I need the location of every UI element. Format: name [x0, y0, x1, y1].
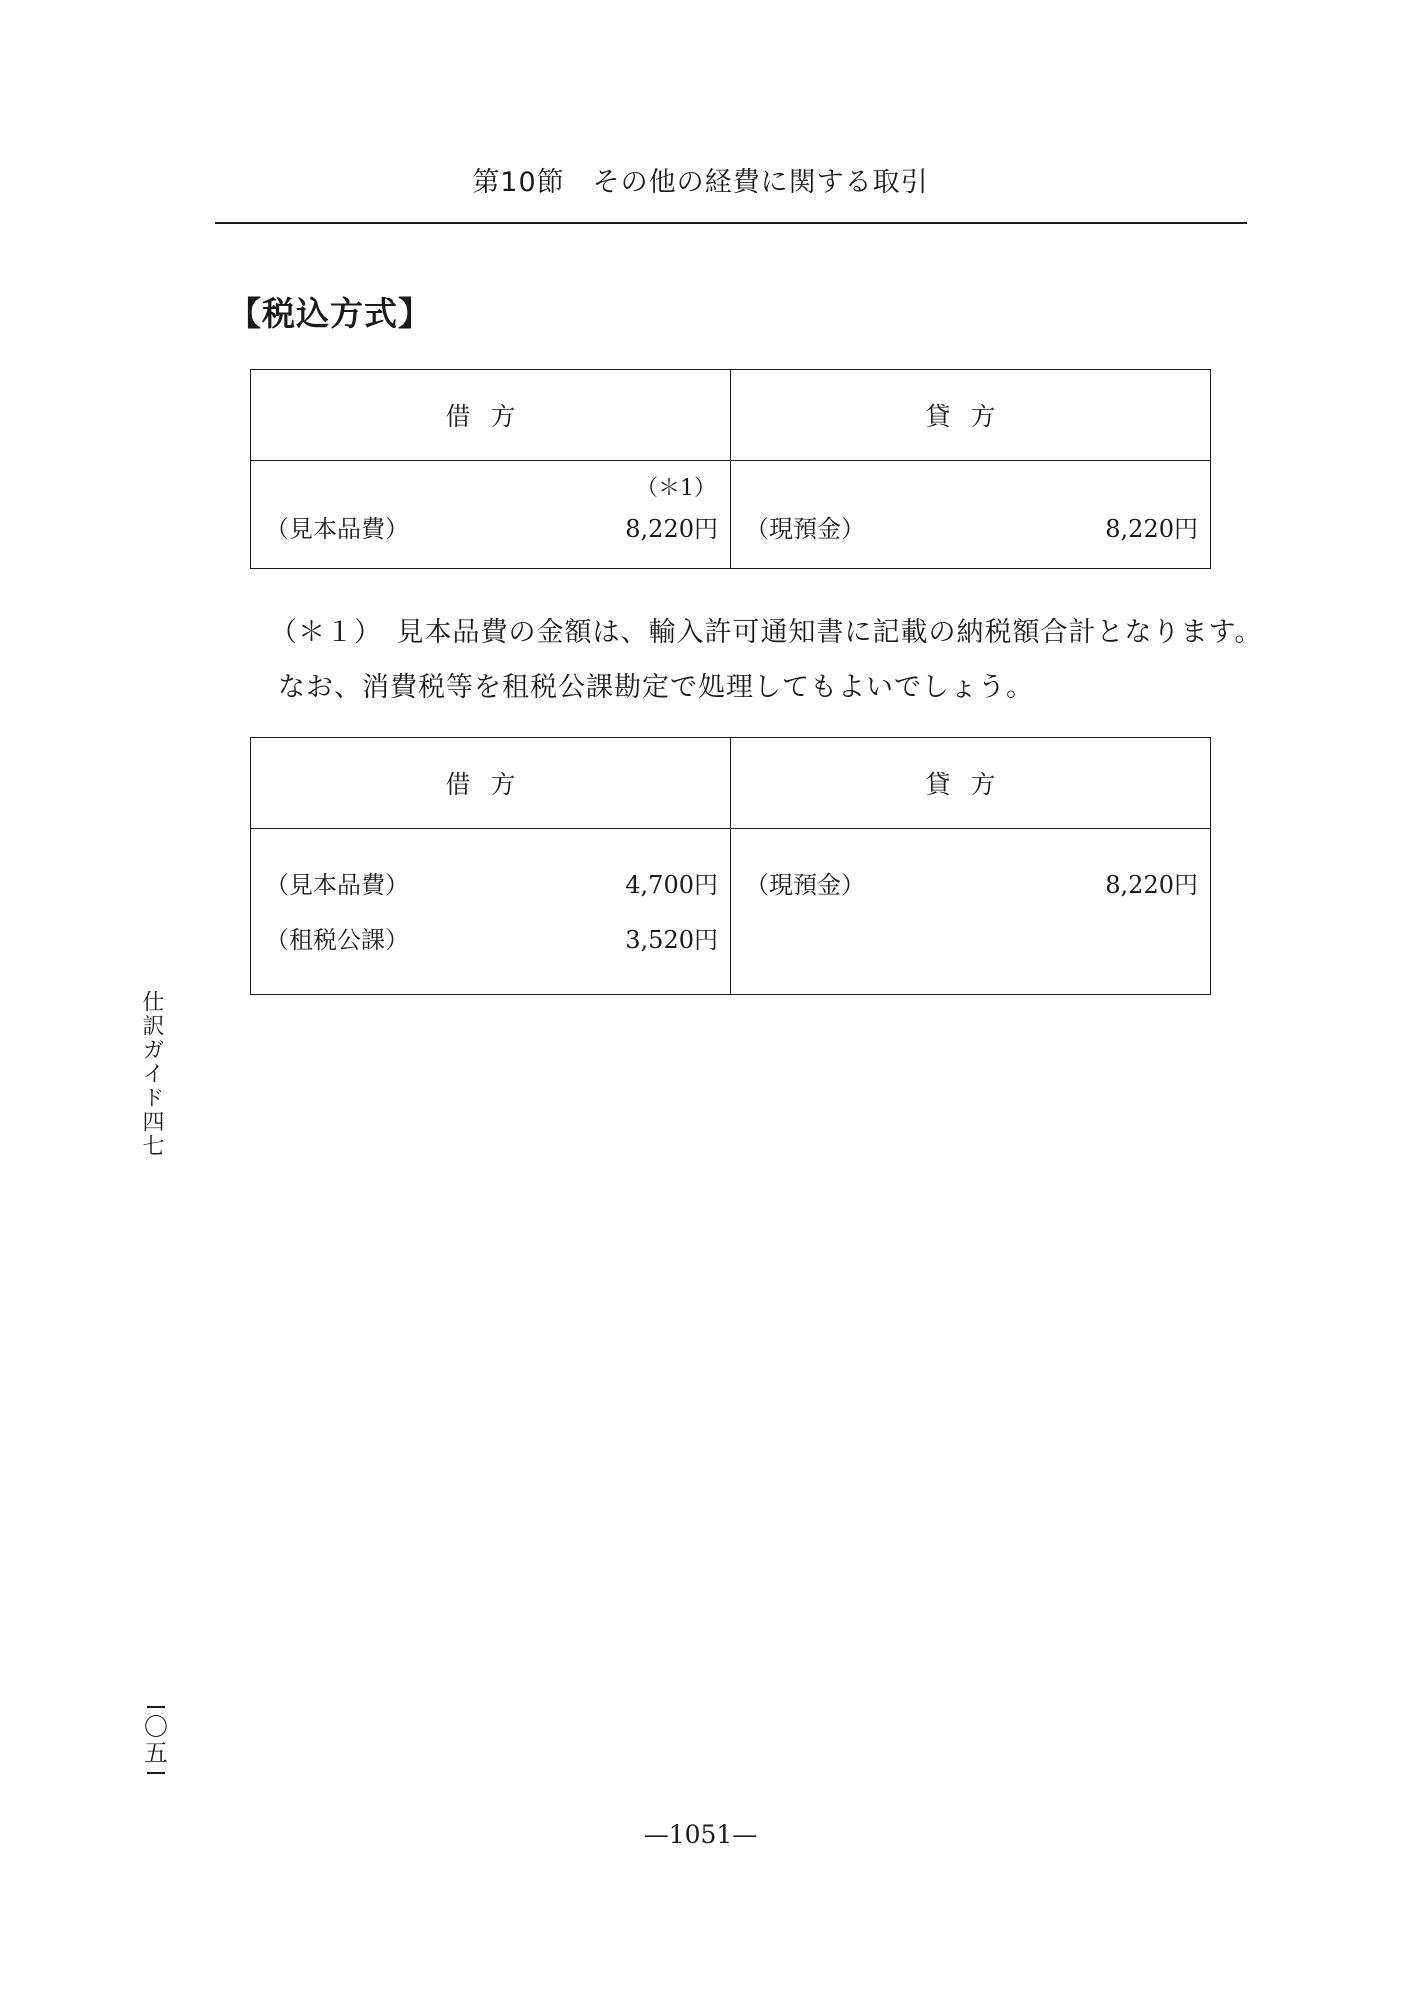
credit-account: （現預金） [745, 871, 865, 899]
credit-header: 貸方 [731, 738, 1211, 829]
side-page-char [147, 1772, 165, 1774]
credit-header: 貸方 [731, 370, 1211, 461]
page-number: —1051— [643, 1820, 758, 1849]
credit-cell [731, 829, 1211, 995]
side-page-char [147, 1706, 165, 1708]
debit-cell [251, 829, 731, 995]
debit-header: 借方 [251, 738, 731, 829]
credit-account: （現預金） [745, 515, 865, 543]
credit-amount: 8,220円 [1105, 515, 1198, 543]
debit-amount: 3,520円 [625, 926, 718, 954]
debit-cell [251, 461, 731, 569]
debit-amount: 8,220円 [625, 515, 718, 543]
debit-header: 借方 [251, 370, 731, 461]
side-page-char: 五 [144, 1739, 168, 1767]
journal-table-tax-separate [250, 737, 1211, 995]
debit-account: （見本品費） [265, 515, 409, 543]
chapter-title: 第10節 その他の経費に関する取引 [472, 167, 929, 198]
side-page-char: 〇 [144, 1713, 168, 1741]
debit-account: （見本品費） [265, 871, 409, 899]
header-divider [215, 222, 1247, 224]
footnote-ref: （＊1） [636, 476, 716, 501]
footnote-text-2: なお、消費税等を租税公課勘定で処理してもよいでしょう。 [278, 672, 1034, 703]
credit-amount: 8,220円 [1105, 871, 1198, 899]
debit-account: （租税公課） [265, 926, 409, 954]
debit-amount: 4,700円 [625, 871, 718, 899]
credit-cell [731, 461, 1211, 569]
section-heading: 【税込方式】 [228, 294, 432, 333]
side-page-number [144, 1700, 168, 1780]
footnote-text: （＊１） 見本品費の金額は、輸入許可通知書に記載の納税額合計となります。 [270, 617, 1263, 648]
side-book-label: 仕訳ガイド四七 [139, 990, 164, 1158]
journal-table-tax-inclusive [250, 369, 1211, 569]
